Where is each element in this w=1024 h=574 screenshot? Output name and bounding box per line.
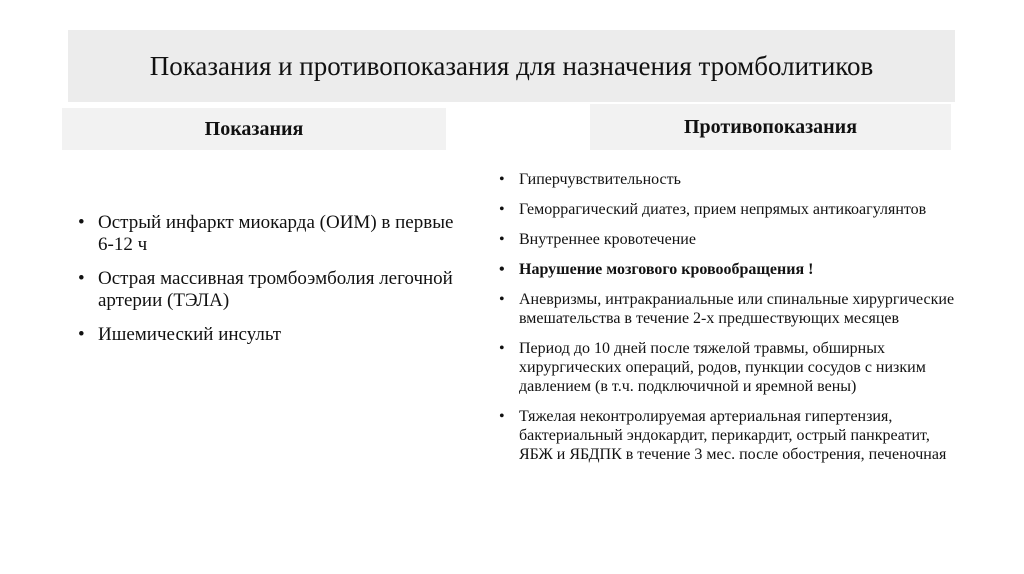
indications-list [76, 212, 456, 358]
list-item: • Внутреннее кровотечение [497, 230, 957, 249]
contraindications-list [497, 170, 957, 475]
contraindications-header: Противопоказания [590, 104, 951, 150]
list-item: • Острая массивная тромбоэмболия легочной артерии (ТЭЛА) [76, 268, 456, 312]
list-item: • Острый инфаркт миокарда (ОИМ) в первые 6-12 ч [76, 212, 456, 256]
slide-title: Показания и противопоказания для назначения тромболитиков [68, 30, 955, 102]
list-item: • Геморрагический диатез, прием непрямых антикоагулянтов [497, 200, 957, 219]
list-item: • Гиперчувствительность [497, 170, 957, 189]
indications-header: Показания [62, 108, 446, 150]
list-item-emphasized: • Нарушение мозгового кровообращения ! [497, 260, 957, 279]
list-item: • Ишемический инсульт [76, 324, 456, 346]
list-item: • Аневризмы, интракраниальные или спинальные хирургические вмешательства в течение 2-х предшествующих месяцев [497, 290, 957, 328]
list-item: • Тяжелая неконтролируемая артериальная гипертензия, бактериальный эндокардит, перикардит, острый панкреатит, ЯБЖ и ЯБДПК в течение 3 мес. после обострения, печеночная [497, 407, 957, 464]
list-item: • Период до 10 дней после тяжелой травмы, обширных хирургических операций, родов, пункции сосудов с низким давлением (в т.ч. подключичной и яремной вены) [497, 339, 957, 396]
